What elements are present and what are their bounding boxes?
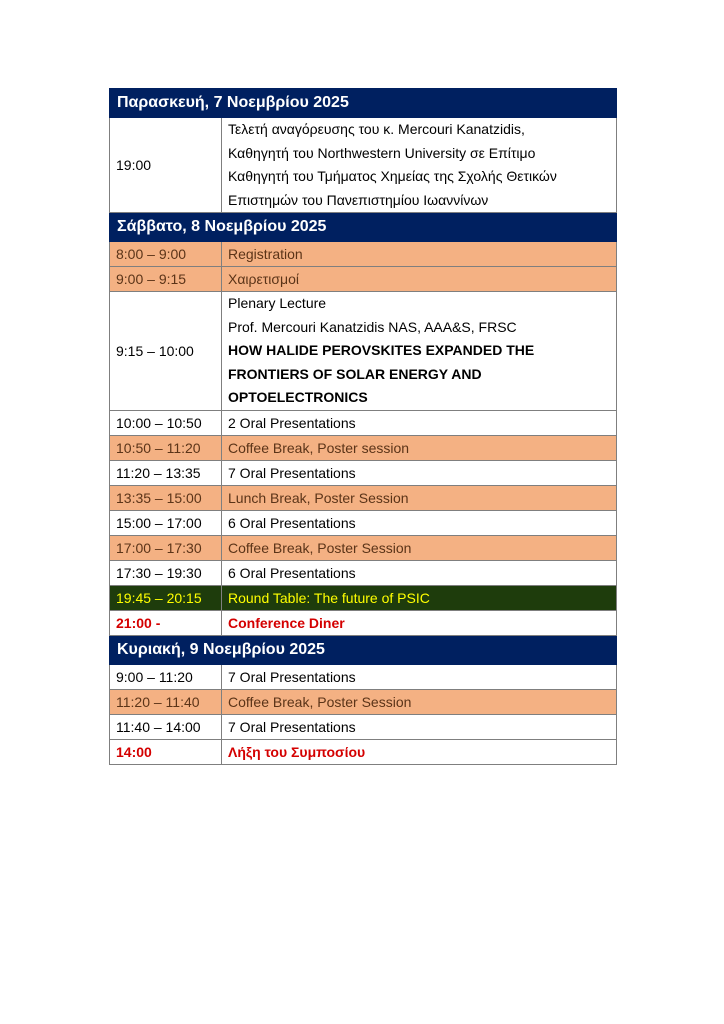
time-cell: 19:45 – 20:15 <box>110 586 222 611</box>
table-row <box>110 267 617 292</box>
time-cell: 11:40 – 14:00 <box>110 715 222 740</box>
table-row <box>110 242 617 267</box>
time-cell: 10:00 – 10:50 <box>110 411 222 436</box>
time-cell: 17:00 – 17:30 <box>110 536 222 561</box>
event-cell: Conference Diner <box>222 611 617 636</box>
event-cell: 7 Oral Presentations <box>222 715 617 740</box>
time-cell: 14:00 <box>110 740 222 765</box>
lecture-title-line: FRONTIERS OF SOLAR ENERGY AND <box>228 365 482 382</box>
time-cell: 8:00 – 9:00 <box>110 242 222 267</box>
table-row <box>110 740 617 765</box>
event-cell <box>222 292 617 411</box>
table-row <box>110 611 617 636</box>
lecture-title-line: OPTOELECTRONICS <box>228 389 368 406</box>
table-row <box>110 511 617 536</box>
table-row <box>110 411 617 436</box>
lecture-title-line: HOW HALIDE PEROVSKITES EXPANDED THE <box>228 342 535 359</box>
time-cell: 9:15 – 10:00 <box>110 292 222 411</box>
day-header-sunday <box>110 636 617 665</box>
time-cell: 11:20 – 11:40 <box>110 690 222 715</box>
time-cell: 11:20 – 13:35 <box>110 461 222 486</box>
table-row <box>110 461 617 486</box>
event-line: Τελετή αναγόρευσης του κ. Mercouri Kanatzidis, <box>228 121 525 137</box>
table-row <box>110 715 617 740</box>
schedule-table <box>109 88 617 765</box>
time-cell: 13:35 – 15:00 <box>110 486 222 511</box>
time-cell: 9:00 – 11:20 <box>110 665 222 690</box>
day-header-saturday <box>110 213 617 242</box>
day-title: Παρασκευή, 7 Νοεμβρίου 2025 <box>110 89 617 118</box>
day-header-friday <box>110 89 617 118</box>
day-title: Κυριακή, 9 Νοεμβρίου 2025 <box>110 636 617 665</box>
table-row <box>110 690 617 715</box>
table-row <box>110 292 617 411</box>
event-cell: Coffee Break, Poster session <box>222 436 617 461</box>
table-row <box>110 436 617 461</box>
table-row <box>110 586 617 611</box>
event-cell: Λήξη του Συμποσίου <box>222 740 617 765</box>
time-cell: 9:00 – 9:15 <box>110 267 222 292</box>
time-cell: 15:00 – 17:00 <box>110 511 222 536</box>
speaker-line: Prof. Mercouri Kanatzidis NAS, AAA&S, FRSC <box>228 318 517 335</box>
table-row <box>110 118 617 213</box>
event-cell: Round Table: The future of PSIC <box>222 586 617 611</box>
table-row <box>110 486 617 511</box>
time-cell: 17:30 – 19:30 <box>110 561 222 586</box>
table-row <box>110 561 617 586</box>
event-cell <box>222 118 617 213</box>
time-cell: 21:00 - <box>110 611 222 636</box>
event-cell: Registration <box>222 242 617 267</box>
event-cell: 2 Oral Presentations <box>222 411 617 436</box>
event-cell: Coffee Break, Poster Session <box>222 536 617 561</box>
event-line: Καθηγητή του Τμήματος Χημείας της Σχολής Θετικών <box>228 168 557 184</box>
time-cell: 10:50 – 11:20 <box>110 436 222 461</box>
event-cell: 6 Oral Presentations <box>222 561 617 586</box>
table-row <box>110 665 617 690</box>
event-cell: 6 Oral Presentations <box>222 511 617 536</box>
event-cell: Χαιρετισμοί <box>222 267 617 292</box>
event-line: Καθηγητή του Northwestern University σε Επίτιμο <box>228 144 536 161</box>
event-cell: Lunch Break, Poster Session <box>222 486 617 511</box>
event-line: Επιστημών του Πανεπιστημίου Ιωαννίνων <box>228 191 489 208</box>
table-row <box>110 536 617 561</box>
time-cell: 19:00 <box>110 118 222 213</box>
event-line: Plenary Lecture <box>228 295 327 312</box>
event-cell: 7 Oral Presentations <box>222 665 617 690</box>
event-cell: 7 Oral Presentations <box>222 461 617 486</box>
event-cell: Coffee Break, Poster Session <box>222 690 617 715</box>
day-title: Σάββατο, 8 Νοεμβρίου 2025 <box>110 213 617 242</box>
